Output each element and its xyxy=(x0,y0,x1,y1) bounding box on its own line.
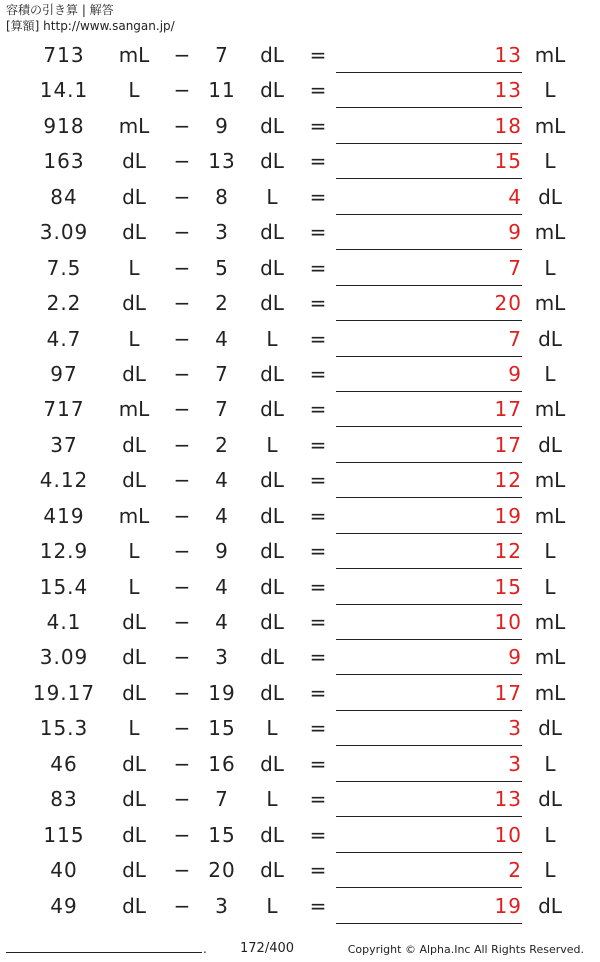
problem-row xyxy=(0,322,600,357)
subtrahend-unit: dL xyxy=(260,822,284,847)
answer-unit: mL xyxy=(534,113,566,138)
equals-sign: = xyxy=(309,291,327,316)
answer-unit: L xyxy=(544,78,556,103)
equals-sign: = xyxy=(309,893,327,918)
subtrahend-value: 7 xyxy=(215,397,229,422)
subtrahend-value: 13 xyxy=(208,149,236,174)
minuend-value: 46 xyxy=(50,751,78,776)
minuend-value: 3.09 xyxy=(39,220,89,245)
minus-sign: − xyxy=(173,503,191,528)
problem-row xyxy=(0,38,600,73)
minus-sign: − xyxy=(173,326,191,351)
subtrahend-unit: dL xyxy=(260,397,284,422)
minuend-value: 3.09 xyxy=(39,645,89,670)
problem-row xyxy=(0,392,600,427)
answer-unit: dL xyxy=(538,893,562,918)
subtrahend-unit: dL xyxy=(260,574,284,599)
answer-unit: L xyxy=(544,751,556,776)
worksheet-source: [算額] http://www.sangan.jp/ xyxy=(6,19,175,33)
minus-sign: − xyxy=(173,822,191,847)
equals-sign: = xyxy=(309,255,327,280)
subtrahend-value: 2 xyxy=(215,291,229,316)
minuend-unit: L xyxy=(128,326,140,351)
problem-row xyxy=(0,499,600,534)
subtrahend-unit: dL xyxy=(260,291,284,316)
subtrahend-unit: dL xyxy=(260,149,284,174)
answer-unit: dL xyxy=(538,716,562,741)
minuend-unit: dL xyxy=(122,893,146,918)
subtrahend-value: 11 xyxy=(208,78,236,103)
problem-row xyxy=(0,782,600,817)
minuend-unit: mL xyxy=(118,113,150,138)
minus-sign: − xyxy=(173,149,191,174)
answer-unit: mL xyxy=(534,610,566,634)
answer-value: 17 xyxy=(336,392,522,427)
equals-sign: = xyxy=(309,858,327,883)
answer-value: 18 xyxy=(336,109,522,144)
subtrahend-unit: dL xyxy=(260,539,284,564)
equals-sign: = xyxy=(309,113,327,138)
answer-value: 3 xyxy=(336,711,522,746)
subtrahend-value: 8 xyxy=(215,184,229,209)
problem-row xyxy=(0,357,600,392)
answer-value: 19 xyxy=(336,889,522,924)
answer-unit: L xyxy=(544,361,556,386)
minuend-value: 163 xyxy=(43,149,85,174)
minuend-value: 37 xyxy=(50,432,78,457)
answer-value: 10 xyxy=(336,605,522,640)
equals-sign: = xyxy=(309,361,327,386)
subtrahend-value: 20 xyxy=(208,858,236,883)
problem-row xyxy=(0,570,600,605)
page-number: 172/400 xyxy=(240,941,295,956)
subtrahend-unit: dL xyxy=(260,361,284,386)
equals-sign: = xyxy=(309,397,327,422)
answer-unit: dL xyxy=(538,787,562,812)
equals-sign: = xyxy=(309,468,327,493)
subtrahend-value: 4 xyxy=(215,468,229,493)
answer-unit: L xyxy=(544,858,556,883)
answer-unit: mL xyxy=(534,291,566,316)
equals-sign: = xyxy=(309,220,327,245)
problem-row xyxy=(0,109,600,144)
answer-value: 13 xyxy=(336,38,522,73)
problem-row xyxy=(0,428,600,463)
problem-row xyxy=(0,286,600,321)
minus-sign: − xyxy=(173,645,191,670)
minus-sign: − xyxy=(173,361,191,386)
equals-sign: = xyxy=(309,574,327,599)
answer-unit: L xyxy=(544,149,556,174)
answer-value: 9 xyxy=(336,640,522,675)
answer-unit: dL xyxy=(538,184,562,209)
minus-sign: − xyxy=(173,43,191,67)
minuend-value: 4.7 xyxy=(46,326,82,351)
answer-unit: mL xyxy=(534,220,566,245)
subtrahend-unit: L xyxy=(266,184,278,209)
answer-value: 10 xyxy=(336,818,522,853)
subtrahend-unit: dL xyxy=(260,255,284,280)
problem-row xyxy=(0,640,600,675)
equals-sign: = xyxy=(309,680,327,705)
minuend-unit: mL xyxy=(118,397,150,422)
equals-sign: = xyxy=(309,43,327,67)
subtrahend-unit: L xyxy=(266,716,278,741)
subtrahend-value: 3 xyxy=(215,893,229,918)
minus-sign: − xyxy=(173,787,191,812)
answer-unit: L xyxy=(544,822,556,847)
minuend-unit: dL xyxy=(122,610,146,634)
minuend-unit: dL xyxy=(122,220,146,245)
minuend-unit: dL xyxy=(122,822,146,847)
equals-sign: = xyxy=(309,751,327,776)
problem-row xyxy=(0,144,600,179)
problem-row xyxy=(0,534,600,569)
minus-sign: − xyxy=(173,680,191,705)
minus-sign: − xyxy=(173,468,191,493)
equals-sign: = xyxy=(309,610,327,634)
minus-sign: − xyxy=(173,78,191,103)
minus-sign: − xyxy=(173,184,191,209)
subtrahend-value: 7 xyxy=(215,43,229,67)
answer-value: 7 xyxy=(336,322,522,357)
subtrahend-unit: dL xyxy=(260,858,284,883)
subtrahend-value: 4 xyxy=(215,326,229,351)
minuend-value: 12.9 xyxy=(39,539,89,564)
minuend-unit: mL xyxy=(118,43,150,67)
subtrahend-unit: L xyxy=(266,893,278,918)
answer-unit: L xyxy=(544,539,556,564)
subtrahend-value: 15 xyxy=(208,822,236,847)
minuend-unit: mL xyxy=(118,503,150,528)
problem-row xyxy=(0,818,600,853)
answer-value: 4 xyxy=(336,180,522,215)
answer-unit: mL xyxy=(534,43,566,67)
minuend-value: 19.17 xyxy=(32,680,96,705)
minuend-value: 115 xyxy=(43,822,85,847)
problem-row xyxy=(0,711,600,746)
answer-unit: mL xyxy=(534,645,566,670)
subtrahend-value: 16 xyxy=(208,751,236,776)
worksheet-header xyxy=(6,2,175,34)
equals-sign: = xyxy=(309,787,327,812)
answer-value: 9 xyxy=(336,357,522,392)
problem-row xyxy=(0,463,600,498)
minuend-unit: L xyxy=(128,716,140,741)
subtrahend-value: 15 xyxy=(208,716,236,741)
minuend-value: 717 xyxy=(43,397,85,422)
answer-value: 15 xyxy=(336,144,522,179)
minuend-value: 40 xyxy=(50,858,78,883)
minuend-unit: dL xyxy=(122,361,146,386)
minuend-unit: L xyxy=(128,255,140,280)
subtrahend-unit: dL xyxy=(260,610,284,634)
minuend-value: 15.4 xyxy=(39,574,89,599)
answer-unit: L xyxy=(544,574,556,599)
minuend-unit: dL xyxy=(122,432,146,457)
minus-sign: − xyxy=(173,255,191,280)
equals-sign: = xyxy=(309,645,327,670)
problem-row xyxy=(0,251,600,286)
footer-name-line xyxy=(6,952,202,953)
problem-list xyxy=(0,38,600,924)
subtrahend-value: 9 xyxy=(215,539,229,564)
problem-row xyxy=(0,73,600,108)
subtrahend-value: 7 xyxy=(215,361,229,386)
minuend-value: 918 xyxy=(43,113,85,138)
subtrahend-value: 9 xyxy=(215,113,229,138)
equals-sign: = xyxy=(309,149,327,174)
answer-value: 20 xyxy=(336,286,522,321)
equals-sign: = xyxy=(309,716,327,741)
minus-sign: − xyxy=(173,113,191,138)
minus-sign: − xyxy=(173,610,191,634)
worksheet-title: 容積の引き算 | 解答 xyxy=(6,3,114,17)
minuend-value: 419 xyxy=(43,503,85,528)
subtrahend-value: 19 xyxy=(208,680,236,705)
minuend-value: 83 xyxy=(50,787,78,812)
minus-sign: − xyxy=(173,716,191,741)
subtrahend-value: 2 xyxy=(215,432,229,457)
minuend-unit: L xyxy=(128,539,140,564)
answer-value: 13 xyxy=(336,73,522,108)
equals-sign: = xyxy=(309,539,327,564)
problem-row xyxy=(0,215,600,250)
subtrahend-value: 4 xyxy=(215,574,229,599)
subtrahend-value: 3 xyxy=(215,220,229,245)
minuend-unit: L xyxy=(128,574,140,599)
minuend-value: 97 xyxy=(50,361,78,386)
problem-row xyxy=(0,747,600,782)
minuend-value: 14.1 xyxy=(39,78,89,103)
answer-value: 15 xyxy=(336,570,522,605)
equals-sign: = xyxy=(309,78,327,103)
minuend-unit: dL xyxy=(122,751,146,776)
minuend-value: 7.5 xyxy=(46,255,82,280)
answer-unit: mL xyxy=(534,680,566,705)
minus-sign: − xyxy=(173,893,191,918)
minus-sign: − xyxy=(173,220,191,245)
problem-row xyxy=(0,889,600,924)
minuend-unit: dL xyxy=(122,468,146,493)
minus-sign: − xyxy=(173,574,191,599)
minuend-unit: dL xyxy=(122,858,146,883)
answer-value: 12 xyxy=(336,534,522,569)
copyright-notice: Copyright © Alpha.Inc All Rights Reserved. xyxy=(347,943,584,956)
subtrahend-unit: dL xyxy=(260,645,284,670)
minuend-unit: dL xyxy=(122,680,146,705)
subtrahend-value: 4 xyxy=(215,503,229,528)
answer-value: 17 xyxy=(336,428,522,463)
subtrahend-unit: L xyxy=(266,787,278,812)
equals-sign: = xyxy=(309,503,327,528)
minus-sign: − xyxy=(173,858,191,883)
minuend-unit: dL xyxy=(122,645,146,670)
footer-dot: . xyxy=(203,942,207,956)
minuend-value: 49 xyxy=(50,893,78,918)
answer-value: 2 xyxy=(336,853,522,888)
problem-row xyxy=(0,180,600,215)
equals-sign: = xyxy=(309,184,327,209)
subtrahend-unit: dL xyxy=(260,751,284,776)
minuend-value: 4.12 xyxy=(39,468,89,493)
subtrahend-value: 7 xyxy=(215,787,229,812)
subtrahend-unit: L xyxy=(266,432,278,457)
answer-value: 19 xyxy=(336,499,522,534)
answer-value: 3 xyxy=(336,747,522,782)
answer-unit: mL xyxy=(534,397,566,422)
answer-value: 9 xyxy=(336,215,522,250)
subtrahend-unit: dL xyxy=(260,78,284,103)
answer-unit: dL xyxy=(538,326,562,351)
subtrahend-value: 4 xyxy=(215,610,229,634)
equals-sign: = xyxy=(309,432,327,457)
minuend-unit: dL xyxy=(122,149,146,174)
problem-row xyxy=(0,853,600,888)
minuend-unit: dL xyxy=(122,291,146,316)
minus-sign: − xyxy=(173,432,191,457)
minuend-unit: L xyxy=(128,78,140,103)
subtrahend-value: 5 xyxy=(215,255,229,280)
answer-value: 7 xyxy=(336,251,522,286)
equals-sign: = xyxy=(309,326,327,351)
answer-value: 13 xyxy=(336,782,522,817)
minuend-value: 15.3 xyxy=(39,716,89,741)
subtrahend-value: 3 xyxy=(215,645,229,670)
subtrahend-unit: L xyxy=(266,326,278,351)
answer-value: 12 xyxy=(336,463,522,498)
answer-value: 17 xyxy=(336,676,522,711)
minus-sign: − xyxy=(173,539,191,564)
minuend-unit: dL xyxy=(122,184,146,209)
minuend-value: 84 xyxy=(50,184,78,209)
answer-unit: dL xyxy=(538,432,562,457)
problem-row xyxy=(0,676,600,711)
subtrahend-unit: dL xyxy=(260,220,284,245)
minuend-unit: dL xyxy=(122,787,146,812)
minus-sign: − xyxy=(173,291,191,316)
answer-unit: L xyxy=(544,255,556,280)
subtrahend-unit: dL xyxy=(260,43,284,67)
subtrahend-unit: dL xyxy=(260,680,284,705)
subtrahend-unit: dL xyxy=(260,468,284,493)
minus-sign: − xyxy=(173,397,191,422)
minus-sign: − xyxy=(173,751,191,776)
answer-unit: mL xyxy=(534,468,566,493)
minuend-value: 2.2 xyxy=(46,291,82,316)
problem-row xyxy=(0,605,600,640)
equals-sign: = xyxy=(309,822,327,847)
minuend-value: 713 xyxy=(43,43,85,67)
subtrahend-unit: dL xyxy=(260,113,284,138)
subtrahend-unit: dL xyxy=(260,503,284,528)
minuend-value: 4.1 xyxy=(46,610,82,634)
answer-unit: mL xyxy=(534,503,566,528)
